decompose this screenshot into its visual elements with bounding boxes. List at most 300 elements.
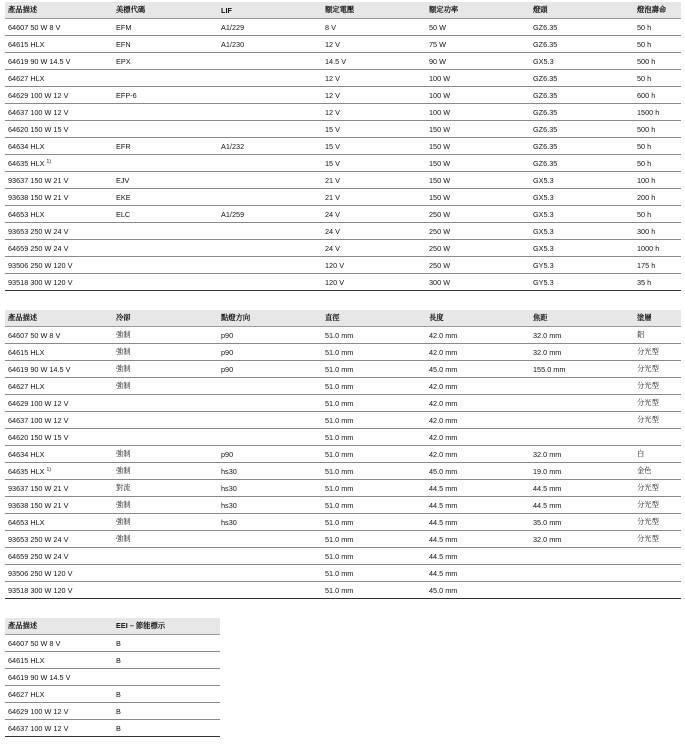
table-cell: [218, 378, 322, 395]
product-name: 93518 300 W 120 V: [8, 585, 73, 595]
table-cell: EFR: [113, 138, 218, 155]
table-cell: 44.5 mm: [530, 497, 634, 514]
product-name: 64619 90 W 14.5 V: [8, 672, 71, 682]
table-cell: 50 h: [634, 155, 681, 172]
column-header: LIF: [218, 2, 322, 19]
table-cell: GZ6.35: [530, 70, 634, 87]
product-name: 64629 100 W 12 V: [8, 398, 69, 408]
product-name: 64637 100 W 12 V: [8, 107, 69, 117]
product-name: 64615 HLX: [8, 655, 45, 665]
table-cell: hs30: [218, 497, 322, 514]
table-cell: 51.0 mm: [322, 412, 426, 429]
table-row: [5, 138, 681, 155]
product-name: 64615 HLX: [8, 39, 45, 49]
table-row: [5, 189, 681, 206]
table-cell: 15 V: [322, 155, 426, 172]
table-cell: A1/229: [218, 19, 322, 36]
table-cell: EJV: [113, 172, 218, 189]
table-cell: 51.0 mm: [322, 378, 426, 395]
table-cell: 32.0 mm: [530, 344, 634, 361]
table-cell: B: [113, 652, 220, 669]
table-cell: 12 V: [322, 104, 426, 121]
table-cell: [218, 189, 322, 206]
product-name: 93637 150 W 21 V: [8, 175, 69, 185]
table-cell: GZ6.35: [530, 138, 634, 155]
table-cell: 35.0 mm: [530, 514, 634, 531]
table-cell: [218, 412, 322, 429]
table-cell: [218, 223, 322, 240]
table-cell: 強制: [113, 514, 218, 531]
table-cell: 44.5 mm: [426, 548, 530, 565]
table-cell: 600 h: [634, 87, 681, 104]
table-cell: 強制: [113, 327, 218, 344]
table-cell: EPX: [113, 53, 218, 70]
table-cell: 51.0 mm: [322, 514, 426, 531]
column-header: EEI – 節能標示: [113, 618, 220, 635]
table-cell: [530, 548, 634, 565]
table-cell: 分光型: [634, 497, 681, 514]
product-name-cell: [5, 720, 113, 737]
table-cell: A1/230: [218, 36, 322, 53]
product-name: 64607 50 W 8 V: [8, 330, 61, 340]
product-name-cell: [5, 70, 113, 87]
table-cell: 300 h: [634, 223, 681, 240]
table-row: [5, 446, 681, 463]
table-row: [5, 274, 681, 291]
table-cell: ELC: [113, 206, 218, 223]
product-name: 93638 150 W 21 V: [8, 192, 69, 202]
product-name: 64627 HLX: [8, 381, 45, 391]
product-name-cell: [5, 514, 113, 531]
table-row: [5, 429, 681, 446]
table-cell: 42.0 mm: [426, 429, 530, 446]
table-cell: B: [113, 720, 220, 737]
table-cell: 155.0 mm: [530, 361, 634, 378]
product-name: 93653 250 W 24 V: [8, 226, 69, 236]
table-cell: B: [113, 703, 220, 720]
column-header: 點燈方向: [218, 310, 322, 327]
table-cell: [218, 274, 322, 291]
table-cell: 51.0 mm: [322, 565, 426, 582]
table-cell: B: [113, 686, 220, 703]
table-row: [5, 361, 681, 378]
product-name-cell: [5, 344, 113, 361]
product-name-cell: [5, 172, 113, 189]
product-name: 64619 90 W 14.5 V: [8, 56, 71, 66]
table-cell: 500 h: [634, 53, 681, 70]
product-name: 64637 100 W 12 V: [8, 723, 69, 733]
table-cell: 120 V: [322, 274, 426, 291]
table-cell: 分光型: [634, 344, 681, 361]
table-row: [5, 155, 681, 172]
table-cell: 15 V: [322, 138, 426, 155]
table-row: [5, 686, 220, 703]
column-header: 產品描述: [5, 2, 113, 19]
table-cell: 44.5 mm: [426, 497, 530, 514]
table-header-row: [5, 2, 681, 19]
product-name-cell: [5, 429, 113, 446]
table-row: [5, 514, 681, 531]
table-row: [5, 240, 681, 257]
table-cell: A1/232: [218, 138, 322, 155]
product-name-cell: [5, 480, 113, 497]
table-row: [5, 121, 681, 138]
product-name: 64627 HLX: [8, 689, 45, 699]
table-cell: hs30: [218, 514, 322, 531]
column-header: 美標代碼: [113, 2, 218, 19]
table-row: [5, 412, 681, 429]
product-name: 64627 HLX: [8, 73, 45, 83]
table-cell: [218, 548, 322, 565]
table-cell: 12 V: [322, 87, 426, 104]
table-cell: GZ6.35: [530, 36, 634, 53]
product-name-cell: [5, 548, 113, 565]
product-name-cell: [5, 703, 113, 720]
table-cell: [530, 378, 634, 395]
table-cell: 強制: [113, 531, 218, 548]
product-name: 64635 HLX: [8, 158, 45, 168]
column-header: 燈頭: [530, 2, 634, 19]
product-name: 93506 250 W 120 V: [8, 568, 73, 578]
table-cell: [113, 412, 218, 429]
column-header: 塗層: [634, 310, 681, 327]
table-cell: 250 W: [426, 257, 530, 274]
column-header: 冷卻: [113, 310, 218, 327]
table-cell: 白: [634, 446, 681, 463]
column-header: 額定電壓: [322, 2, 426, 19]
table-cell: EKE: [113, 189, 218, 206]
table-cell: 32.0 mm: [530, 446, 634, 463]
table-row: [5, 582, 681, 599]
table-row: [5, 223, 681, 240]
table-cell: [530, 412, 634, 429]
table-cell: 100 W: [426, 104, 530, 121]
table-row: [5, 36, 681, 53]
product-name-cell: [5, 189, 113, 206]
table-cell: 45.0 mm: [426, 361, 530, 378]
table-cell: 44.5 mm: [426, 565, 530, 582]
product-name-cell: [5, 121, 113, 138]
table-row: [5, 565, 681, 582]
product-name-cell: [5, 327, 113, 344]
table-cell: GX5.3: [530, 172, 634, 189]
table-cell: 分光型: [634, 480, 681, 497]
table-cell: p90: [218, 446, 322, 463]
table-cell: [113, 429, 218, 446]
column-header: 產品描述: [5, 310, 113, 327]
table-row: [5, 257, 681, 274]
table-cell: 44.5 mm: [426, 531, 530, 548]
table-cell: 分光型: [634, 514, 681, 531]
column-header: 燈泡壽命: [634, 2, 681, 19]
table-cell: [634, 548, 681, 565]
table-row: [5, 480, 681, 497]
table-cell: 120 V: [322, 257, 426, 274]
table-row: [5, 53, 681, 70]
table-cell: 51.0 mm: [322, 582, 426, 599]
product-name-cell: [5, 565, 113, 582]
table-cell: 14.5 V: [322, 53, 426, 70]
table-cell: 強制: [113, 361, 218, 378]
table-cell: 42.0 mm: [426, 395, 530, 412]
table-row: [5, 635, 220, 652]
product-name: 64619 90 W 14.5 V: [8, 364, 71, 374]
table-cell: 300 W: [426, 274, 530, 291]
product-name-cell: [5, 669, 113, 686]
footnote-marker: 1): [46, 158, 51, 165]
table-cell: GZ6.35: [530, 155, 634, 172]
table-cell: 90 W: [426, 53, 530, 70]
table-row: [5, 497, 681, 514]
product-name-cell: [5, 104, 113, 121]
product-name: 64607 50 W 8 V: [8, 22, 61, 32]
column-header: 直徑: [322, 310, 426, 327]
table-cell: 75 W: [426, 36, 530, 53]
table-cell: 1500 h: [634, 104, 681, 121]
product-name: 64659 250 W 24 V: [8, 243, 69, 253]
table-row: [5, 669, 220, 686]
product-name: 64653 HLX: [8, 517, 45, 527]
table-cell: B: [113, 635, 220, 652]
table-cell: [218, 531, 322, 548]
table-cell: hs30: [218, 480, 322, 497]
table-cell: [218, 565, 322, 582]
table-cell: [113, 582, 218, 599]
table-cell: 50 W: [426, 19, 530, 36]
spec-table-energy: [5, 618, 220, 737]
table-cell: 42.0 mm: [426, 412, 530, 429]
table-cell: 分光型: [634, 395, 681, 412]
table-cell: 42.0 mm: [426, 446, 530, 463]
spec-table-physical: [5, 310, 681, 599]
table-cell: GZ6.35: [530, 104, 634, 121]
table-cell: [113, 257, 218, 274]
table-cell: 32.0 mm: [530, 531, 634, 548]
table-cell: p90: [218, 344, 322, 361]
table-cell: [530, 582, 634, 599]
product-name: 93638 150 W 21 V: [8, 500, 69, 510]
product-name-cell: [5, 395, 113, 412]
table-cell: EFM: [113, 19, 218, 36]
product-name: 93653 250 W 24 V: [8, 534, 69, 544]
table-row: [5, 395, 681, 412]
table-row: [5, 720, 220, 737]
table-cell: [218, 395, 322, 412]
table-cell: 1000 h: [634, 240, 681, 257]
table-cell: 51.0 mm: [322, 497, 426, 514]
table-cell: [218, 121, 322, 138]
table-header-row: [5, 310, 681, 327]
table-cell: GX5.3: [530, 223, 634, 240]
table-cell: 強制: [113, 446, 218, 463]
product-name-cell: [5, 138, 113, 155]
product-name: 64620 150 W 15 V: [8, 124, 69, 134]
table-row: [5, 104, 681, 121]
table-cell: 44.5 mm: [530, 480, 634, 497]
product-name-cell: [5, 582, 113, 599]
footnote-marker: 1): [46, 466, 51, 473]
table-cell: 51.0 mm: [322, 531, 426, 548]
table-cell: 24 V: [322, 240, 426, 257]
table-cell: 24 V: [322, 223, 426, 240]
table-cell: [113, 548, 218, 565]
table-cell: 鋁: [634, 327, 681, 344]
table-cell: [634, 565, 681, 582]
table-cell: [113, 121, 218, 138]
table-row: [5, 378, 681, 395]
table-cell: [218, 53, 322, 70]
table-cell: 250 W: [426, 240, 530, 257]
table-cell: GX5.3: [530, 240, 634, 257]
table-cell: [634, 429, 681, 446]
product-name-cell: [5, 240, 113, 257]
product-name-cell: [5, 361, 113, 378]
table-cell: 50 h: [634, 36, 681, 53]
table-cell: 分光型: [634, 531, 681, 548]
table-row: [5, 87, 681, 104]
table-cell: 150 W: [426, 189, 530, 206]
table-row: [5, 172, 681, 189]
table-cell: [634, 582, 681, 599]
table-cell: 19.0 mm: [530, 463, 634, 480]
table-cell: 35 h: [634, 274, 681, 291]
table-cell: 200 h: [634, 189, 681, 206]
table-cell: 51.0 mm: [322, 463, 426, 480]
product-name-cell: [5, 155, 113, 172]
table-cell: 51.0 mm: [322, 480, 426, 497]
product-name: 64659 250 W 24 V: [8, 551, 69, 561]
table-cell: 100 W: [426, 70, 530, 87]
table-cell: [113, 395, 218, 412]
table-row: [5, 463, 681, 480]
column-header: 長度: [426, 310, 530, 327]
product-name-cell: [5, 36, 113, 53]
product-name: 64629 100 W 12 V: [8, 706, 69, 716]
table-cell: [113, 70, 218, 87]
table-cell: 51.0 mm: [322, 327, 426, 344]
table-cell: 50 h: [634, 138, 681, 155]
table-cell: 150 W: [426, 121, 530, 138]
table-cell: GZ6.35: [530, 87, 634, 104]
table-cell: EFN: [113, 36, 218, 53]
table-cell: 強制: [113, 378, 218, 395]
product-name-cell: [5, 87, 113, 104]
table-row: [5, 327, 681, 344]
table-cell: 150 W: [426, 172, 530, 189]
product-name-cell: [5, 497, 113, 514]
product-name: 64615 HLX: [8, 347, 45, 357]
table-cell: 強制: [113, 463, 218, 480]
product-name-cell: [5, 19, 113, 36]
table-cell: 強制: [113, 344, 218, 361]
table-cell: p90: [218, 361, 322, 378]
product-name-cell: [5, 206, 113, 223]
table-cell: 32.0 mm: [530, 327, 634, 344]
table-cell: [218, 155, 322, 172]
product-name-cell: [5, 635, 113, 652]
product-name-cell: [5, 446, 113, 463]
product-name: 64634 HLX: [8, 449, 45, 459]
table-cell: [113, 104, 218, 121]
table-cell: GY5.3: [530, 274, 634, 291]
column-header: 產品描述: [5, 618, 113, 635]
table-row: [5, 652, 220, 669]
table-cell: 42.0 mm: [426, 344, 530, 361]
table-cell: GX5.3: [530, 53, 634, 70]
product-name-cell: [5, 463, 113, 480]
table-cell: 51.0 mm: [322, 395, 426, 412]
table-cell: 50 h: [634, 19, 681, 36]
table-cell: 51.0 mm: [322, 446, 426, 463]
table-cell: 500 h: [634, 121, 681, 138]
table-cell: 51.0 mm: [322, 344, 426, 361]
product-name: 64634 HLX: [8, 141, 45, 151]
table-cell: 21 V: [322, 172, 426, 189]
table-cell: p90: [218, 327, 322, 344]
product-name: 93637 150 W 21 V: [8, 483, 69, 493]
table-cell: [113, 669, 220, 686]
table-cell: [218, 104, 322, 121]
product-name: 64653 HLX: [8, 209, 45, 219]
product-name-cell: [5, 257, 113, 274]
table-cell: [113, 565, 218, 582]
table-cell: 8 V: [322, 19, 426, 36]
table-cell: 250 W: [426, 206, 530, 223]
table-row: [5, 703, 220, 720]
table-row: [5, 344, 681, 361]
table-cell: [530, 565, 634, 582]
table-cell: 44.5 mm: [426, 514, 530, 531]
table-cell: [218, 172, 322, 189]
table-cell: [113, 155, 218, 172]
table-cell: 12 V: [322, 36, 426, 53]
product-name-cell: [5, 652, 113, 669]
table-cell: 100 W: [426, 87, 530, 104]
table-cell: 45.0 mm: [426, 582, 530, 599]
table-cell: [218, 70, 322, 87]
table-cell: 51.0 mm: [322, 429, 426, 446]
table-cell: 44.5 mm: [426, 480, 530, 497]
column-header: 焦距: [530, 310, 634, 327]
product-name-cell: [5, 53, 113, 70]
table-cell: GZ6.35: [530, 19, 634, 36]
product-name: 64607 50 W 8 V: [8, 638, 61, 648]
table-cell: A1/259: [218, 206, 322, 223]
spec-table-electrical: [5, 2, 681, 291]
table-cell: [218, 582, 322, 599]
product-name-cell: [5, 274, 113, 291]
table-row: [5, 531, 681, 548]
product-name: 93518 300 W 120 V: [8, 277, 73, 287]
table-cell: 分光型: [634, 361, 681, 378]
table-cell: 100 h: [634, 172, 681, 189]
column-header: 額定功率: [426, 2, 530, 19]
table-cell: 51.0 mm: [322, 548, 426, 565]
table-cell: 24 V: [322, 206, 426, 223]
table-cell: 51.0 mm: [322, 361, 426, 378]
table-cell: 42.0 mm: [426, 327, 530, 344]
table-cell: 45.0 mm: [426, 463, 530, 480]
table-cell: GZ6.35: [530, 121, 634, 138]
table-cell: 分光型: [634, 378, 681, 395]
table-row: [5, 206, 681, 223]
product-name: 64637 100 W 12 V: [8, 415, 69, 425]
product-name-cell: [5, 531, 113, 548]
product-name: 64629 100 W 12 V: [8, 90, 69, 100]
table-header-row: [5, 618, 220, 635]
table-row: [5, 70, 681, 87]
table-cell: 對流: [113, 480, 218, 497]
